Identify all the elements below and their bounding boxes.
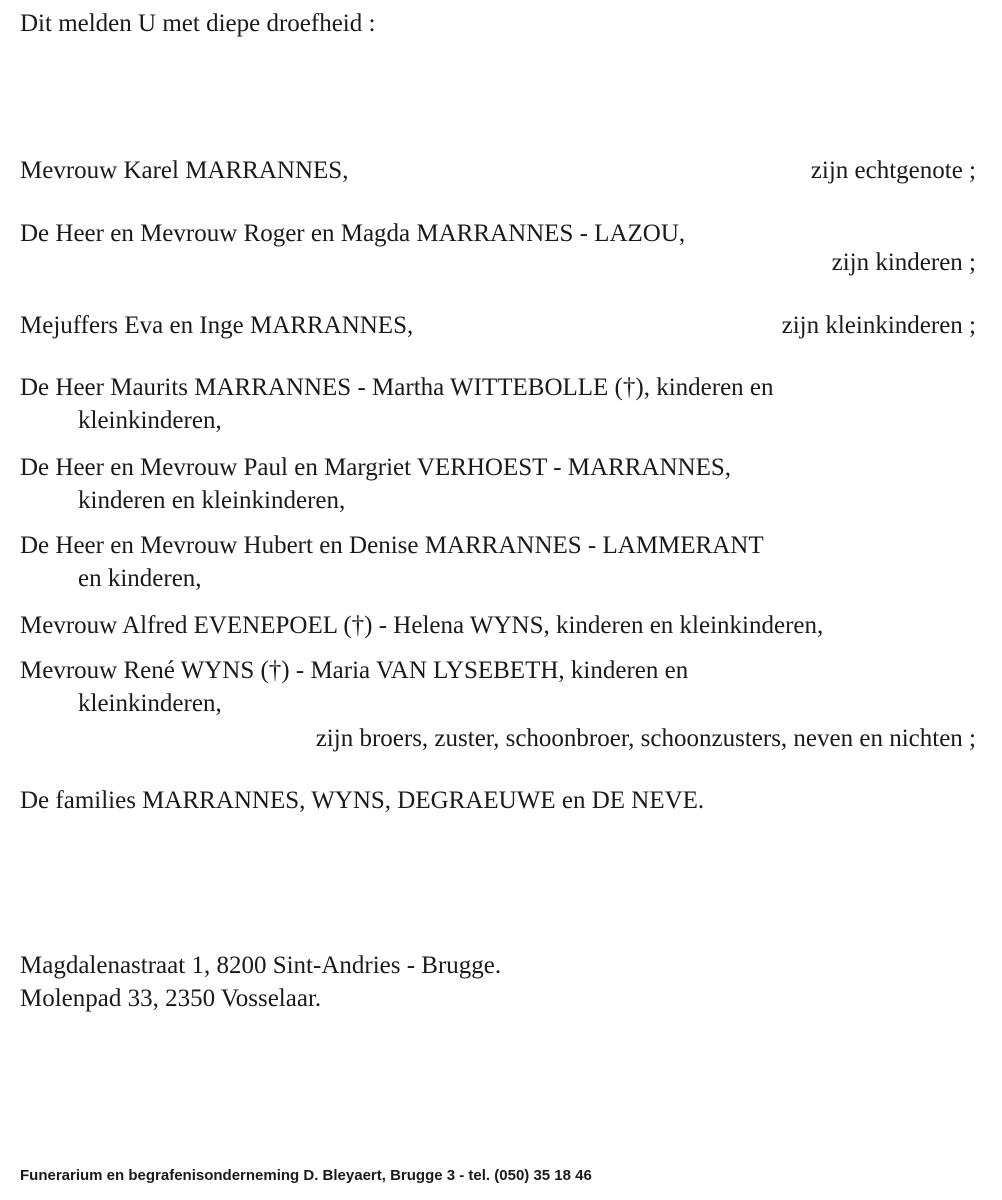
families-line: De families MARRANNES, WYNS, DEGRAEUWE en DE NEVE. — [20, 787, 705, 814]
address-line: Magdalenastraat 1, 8200 Sint-Andries - Brugge. — [20, 952, 502, 979]
siblings-relation: zijn broers, zuster, schoonbroer, schoonzusters, neven en nichten ; — [315, 725, 976, 752]
mourner-relation: zijn echtgenote ; — [810, 157, 976, 184]
mourner-name: De Heer en Mevrouw Roger en Magda MARRANNES - LAZOU, — [20, 220, 686, 247]
mourner-line-continued: en kinderen, — [78, 565, 202, 592]
mourner-relation: zijn kleinkinderen ; — [781, 312, 976, 339]
mourner-name: Mevrouw Karel MARRANNES, — [20, 157, 349, 184]
mourner-relation: zijn kinderen ; — [831, 249, 976, 276]
mourner-line: De Heer Maurits MARRANNES - Martha WITTEBOLLE (†), kinderen en — [20, 374, 774, 401]
mourner-line: De Heer en Mevrouw Hubert en Denise MARRANNES - LAMMERANT — [20, 532, 764, 559]
mourner-line-continued: kleinkinderen, — [78, 407, 222, 434]
mourner-line-continued: kleinkinderen, — [78, 690, 222, 717]
intro-line: Dit melden U met diepe droefheid : — [20, 10, 376, 37]
mourner-line: Mevrouw René WYNS (†) - Maria VAN LYSEBETH, kinderen en — [20, 657, 689, 684]
mourner-name: Mejuffers Eva en Inge MARRANNES, — [20, 312, 414, 339]
address-line: Molenpad 33, 2350 Vosselaar. — [20, 985, 322, 1012]
mourner-line-continued: kinderen en kleinkinderen, — [78, 487, 346, 514]
funeral-home-footer: Funerarium en begrafenisonderneming D. Bleyaert, Brugge 3 - tel. (050) 35 18 46 — [20, 1167, 592, 1184]
mourner-line: De Heer en Mevrouw Paul en Margriet VERHOEST - MARRANNES, — [20, 454, 732, 481]
mourner-line: Mevrouw Alfred EVENEPOEL (†) - Helena WYNS, kinderen en kleinkinderen, — [20, 612, 824, 639]
